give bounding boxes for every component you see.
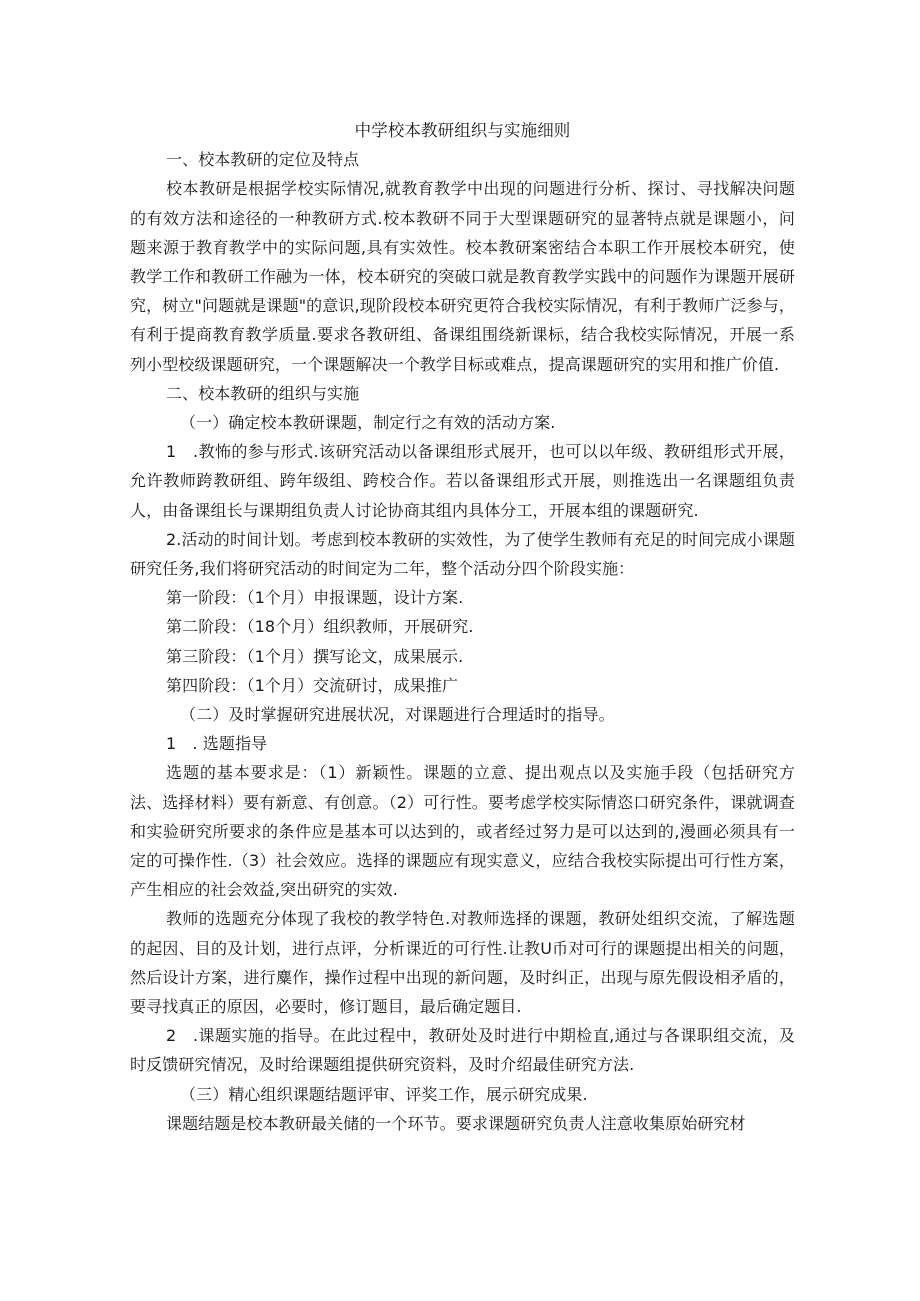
list-item-2: 2.活动的时间计划。考虑到校本教研的实效性，为了使学生教师有充足的时间完成小课题研究任务,我们将研究活动的时间定为二年，整个活动分四个阶段实施： (130, 529, 795, 579)
stage-4: 第四阶段：（1个月）交流研讨，成果推广 (166, 675, 459, 695)
paragraph-4: 课题结题是校本教研最关储的一个环节。要求课题研究负责人注意收集原始研究材 (166, 1113, 746, 1133)
list-item-3: 1 . 选题指导 (166, 734, 268, 754)
list-item-4: 2 .课题实施的指导。在此过程中，教研处及时进行中期检直,通过与各课职组交流，及时反馈研究情况，及时给课题组提供研究资料，及时介绍最佳研究方法. (130, 1026, 795, 1075)
list-item-1: 1 .教怖的参与形式.该研究活动以备课组形式展开，也可以以年级、教研组形式开展，允许教师跨教研组、跨年级组、跨校合作。若以备课组形式开展，则推选出一名课题组负责人，由备课组长与课期组负责人讨论协商其组内具体分工，开展本组的课题研究. (130, 442, 795, 520)
document-title: 中学校本教研组织与实施细则 (354, 121, 571, 140)
paragraph-2: 选题的基本要求是：（1）新颖性。课题的立意、提出观点以及实施手段（包括研究方法、选择材料）要有新意、有创意。（2）可行性。要考虑学校实际情恣口研究条件，课就调查和实验研究所要求的条件应是基本可以达到的，或者经过努力是可以达到的,漫画必须具有一定的可操作性.（3）社会效应。选择的课题应有现实意义，应结合我校实际提出可行性方案，产生相应的社会效益,突出研究的实效. (130, 763, 795, 900)
paragraph-1: 校本教研是根据学校实际情况,就教育教学中出现的问题进行分析、探讨、寻找解决问题的有效方法和途径的一种教研方式.校本教研不同于大型课题研究的显著特点就是课题小，问题来源于教育教学中的实际问题,具有实效性。校本教研案密结合本职工作开展校本研究，使教学工作和教研工作融为一体，校本研究的突破口就是教育教学实践中的问题作为课题开展研究，树立"问题就是课题"的意识,现阶段校本研究更符合我校实际情况，有利于教师广泛参与，有利于提商教育教学质量.要求各教研组、备课组围绕新课标，结合我校实际情况，开展一系列小型校级课题研究，一个课题解决一个教学目标或难点，提高课题研究的实用和推广价值. (130, 179, 795, 374)
document-body (130, 116, 795, 1138)
section-heading-2: 二、校本教研的组织与实施 (166, 383, 360, 403)
stage-1: 第一阶段：（1个月）申报课题，设计方案. (166, 588, 464, 608)
paragraph-3: 教师的选题充分体现了我校的教学特色.对教师选择的课题，教研处组织交流，了解选题的起因、目的及计划，进行点评，分析课近的可行性.让教U币对可行的课题提出相关的问题，然后设计方案，进行麋作，操作过程中出现的新问题，及时纠正，出现与原先假设相矛盾的，要寻找真正的原因，必要时，修订题目，最后确定题目. (130, 909, 795, 1017)
subsection-heading-1: （一）确定校本教研课题，制定行之有效的活动方案. (180, 413, 556, 433)
subsection-heading-3: （三）精心组织课题结题评审、评奖工作，展示研究成果. (180, 1084, 588, 1104)
subsection-heading-2: （二）及时掌握研究进展状况，对课题进行合理适时的指导。 (180, 705, 615, 725)
stage-3: 第三阶段：（1个月）撰写论文，成果展示. (166, 646, 464, 666)
section-heading-1: 一、校本教研的定位及特点 (166, 150, 360, 170)
stage-2: 第二阶段：（18个月）组织教师，开展研究. (166, 617, 474, 637)
